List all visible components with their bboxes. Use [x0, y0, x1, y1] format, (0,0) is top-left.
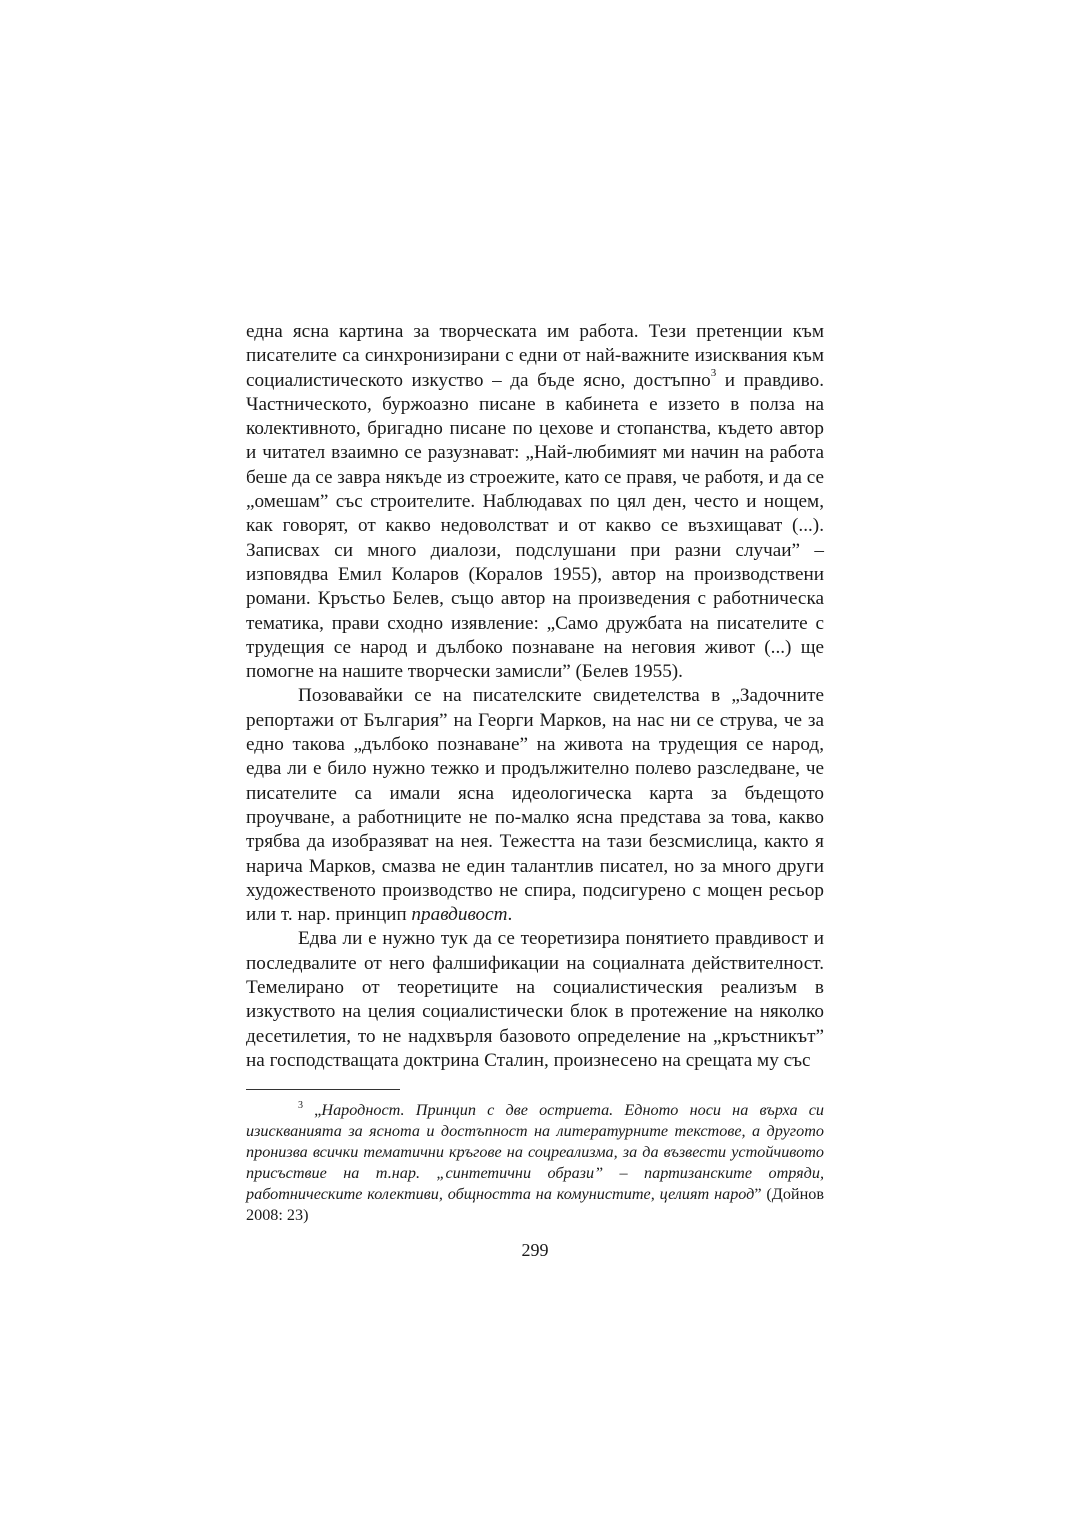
footnote — [246, 1100, 824, 1226]
footnote-citation: ” (Дойнов 2008: 23) — [246, 1185, 824, 1225]
footnote-open-quote: „ — [303, 1101, 322, 1120]
footnote-ref-marker[interactable]: 3 — [710, 367, 717, 380]
paragraph-3: Едва ли е нужно тук да се теоретизира понятието правдивост и последвалите от него фалшификации на социалната действителност. Темелирано от теоретиците на социалистическия реализъм в изкуството на целия социалистически блок в протежение на няколко десетилетия, то не надхвърля базовото определение на „кръстникът” на господстващата доктрина Сталин, произнесено на срещата му със — [246, 928, 824, 1071]
body-text — [246, 320, 824, 1073]
page-number: 299 — [521, 1240, 549, 1261]
footnote-ref-word — [633, 367, 717, 391]
footnote-separator — [246, 1089, 400, 1090]
page-content — [246, 320, 824, 1261]
paragraph-1-text-b: и правдиво. Частническото, буржоазно писане в кабинета е иззето в полза на колективното, бригадно писане по цехове и стопанства, където автор и читател взаимно се разузнават: „Най-любимият ми начин на работа беше да се завра някъде из строежите, като се правя, че работя, и да се „омешам” със строителите. Наблюдавах по цял ден, често и нощем, как говорят, от какво недоволстват и от какво се възхищават (...). Записвах си много диалози, подслушани при разни случаи” – изповядва Емил Коларов (Коралов 1955), автор на производствени романи. Кръстьо Белев, също автор на произведения с работническа тематика, прави сходно изявление: „Само дружбата на писателите с трудещия се народ и дълбоко познаване на неговия живот (...) ще помогне на нашите творчески замисли” (Белев 1955). — [246, 369, 824, 683]
paragraph-2 — [246, 684, 824, 927]
footnote-ref-term: достъпно — [633, 369, 711, 391]
footnote-3 — [246, 1100, 824, 1226]
paragraph-1-text-a: една ясна картина за творческата им работа. Тези претенции към писателите са синхронизирани с едни от най-важните изисквания към социалистическото изкуство – да бъде ясно, — [246, 321, 824, 391]
paragraph-2-text-b: . — [507, 904, 513, 926]
paragraph-2-text-a: Позовавайки се на писателските свидетелства в „Задочните репортажи от България” на Георги Марков, на нас ни се струва, че за едно такова „дълбоко познаване” на живота на трудещия се народ, едва ли е било нужно тежко и продължително полево разследване, че писателите са имали ясна идеологическа карта за бъдещото проучване, а работниците не по-малко ясна представа за това, какво трябва да изобразяват на нея. Тежестта на тази безсмислица, както я нарича Марков, смазва не един талантлив писател, но за много други художественото производство не спира, подсигурено с мощен ресьор или т. нар. принцип — [246, 685, 824, 926]
paragraph-1 — [246, 320, 824, 684]
footnote-italic-quote: Народност. Принцип с две остриета. Едното носи на върха си изискванията за яснота и достъпност на литературните текстове, а другото пронизва всички тематични кръгове на соцреализма, за да възвести устойчивото присъствие на т.нар. „синтетични образи” – партизанските отряди, работническите колективи, общността на комунистите, целият народ — [246, 1101, 824, 1204]
paragraph-2-italic-term: правдивост — [411, 904, 508, 926]
footnote-marker: 3 — [298, 1099, 303, 1111]
